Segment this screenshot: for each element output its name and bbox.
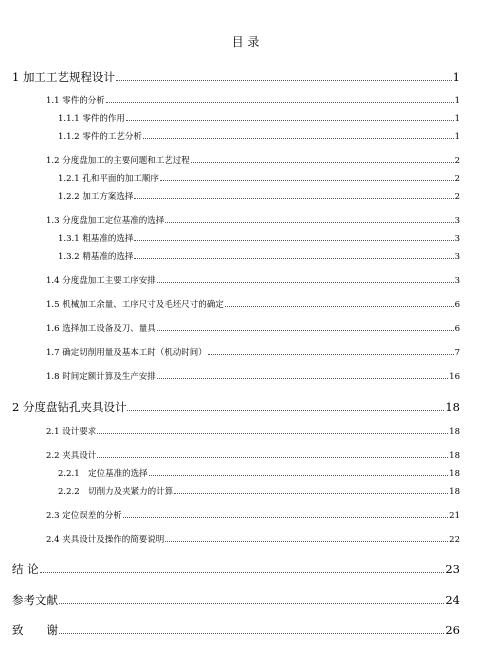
toc-title: 目 录 <box>231 35 260 49</box>
toc-entry[interactable] <box>46 373 460 382</box>
toc-entry-label: 2.2.2 切削力及夹紧力的计算 <box>58 487 174 497</box>
toc-entry-label: 2.2.1 定位基准的选择 <box>58 469 148 479</box>
toc-entry-page: 2 <box>454 156 460 166</box>
toc-entry-label: 1.2.1 孔和平面的加工顺序 <box>58 174 159 184</box>
leader-dots <box>59 632 444 634</box>
toc-entry[interactable] <box>46 301 460 310</box>
toc-entry-page: 18 <box>449 427 460 437</box>
toc-entry-label: 1.3.2 精基准的选择 <box>58 252 134 262</box>
toc-entry-label: 结 论 <box>12 562 39 576</box>
toc-entry[interactable] <box>46 452 460 461</box>
leader-dots <box>134 197 453 199</box>
toc-entry-page: 6 <box>454 324 460 334</box>
toc-entry-label: 1.5 机械加工余量、工序尺寸及毛坯尺寸的确定 <box>46 300 224 310</box>
toc-entry-label: 1.6 选择加工设备及刀、量具 <box>46 324 156 334</box>
leader-dots <box>134 239 453 241</box>
toc-entry-label: 1.8 时间定额计算及生产安排 <box>46 372 156 382</box>
leader-dots <box>191 161 454 163</box>
toc-entry-label: 2 分度盘钻孔夹具设计 <box>12 400 127 414</box>
leader-dots <box>225 305 454 307</box>
toc-entry[interactable] <box>46 536 460 545</box>
toc-entry-page: 18 <box>449 469 460 479</box>
leader-dots <box>149 474 449 476</box>
leader-dots <box>134 257 453 259</box>
toc-entry-page: 3 <box>454 234 460 244</box>
toc-entry-page: 18 <box>449 451 460 461</box>
toc-entry-page: 7 <box>454 348 460 358</box>
toc-entry-label: 1.7 确定切削用量及基本工时（机动时间） <box>46 348 207 358</box>
toc-entry-label: 2.2 夹具设计 <box>46 451 97 461</box>
toc-entry-page: 1 <box>454 96 460 106</box>
leader-dots <box>127 409 444 411</box>
toc-entry-label: 1.3 分度盘加工定位基准的选择 <box>46 216 165 226</box>
toc-entry[interactable] <box>12 402 460 414</box>
toc-entry-label: 1.1.1 零件的作用 <box>58 114 125 124</box>
toc-entry-label: 2.3 定位误差的分析 <box>46 511 122 521</box>
toc-entry[interactable] <box>46 277 460 286</box>
toc-entry-label: 1.4 分度盘加工主要工序安排 <box>46 276 156 286</box>
toc-entry[interactable] <box>58 488 460 497</box>
toc-entry[interactable] <box>12 595 460 607</box>
toc-entry-page: 1 <box>454 114 460 124</box>
toc-entry-label: 2.4 夹具设计及操作的简要说明 <box>46 535 165 545</box>
toc-entry-label: 1.1.2 零件的工艺分析 <box>58 132 142 142</box>
toc-entry-label: 1.1 零件的分析 <box>46 96 105 106</box>
toc-entry[interactable] <box>46 428 460 437</box>
toc-entry[interactable] <box>58 253 460 262</box>
toc-entry-page: 18 <box>445 400 460 414</box>
toc-entry-label: 2.1 设计要求 <box>46 427 97 437</box>
toc-entry-label: 1 加工工艺规程设计 <box>12 70 115 84</box>
toc-entry[interactable] <box>58 133 460 142</box>
toc-entry-page: 2 <box>454 174 460 184</box>
leader-dots <box>123 516 448 518</box>
toc-entry-page: 18 <box>449 487 460 497</box>
toc-entry[interactable] <box>46 97 460 106</box>
leader-dots <box>208 353 454 355</box>
toc-entry-page: 3 <box>454 216 460 226</box>
toc-entry[interactable] <box>58 175 460 184</box>
toc-entry[interactable] <box>58 470 460 479</box>
toc-entry[interactable] <box>58 193 460 202</box>
leader-dots <box>97 456 448 458</box>
toc-entry[interactable] <box>46 512 460 521</box>
toc-entry-page: 6 <box>454 300 460 310</box>
toc-entry-page: 3 <box>454 252 460 262</box>
leader-dots <box>174 492 448 494</box>
leader-dots <box>106 101 454 103</box>
leader-dots <box>126 119 454 121</box>
leader-dots <box>59 602 444 604</box>
toc-entry-page: 26 <box>445 623 460 637</box>
leader-dots <box>116 79 452 81</box>
toc-entry-page: 16 <box>449 372 460 382</box>
toc-entry-page: 3 <box>454 276 460 286</box>
toc-entry-page: 2 <box>454 192 460 202</box>
toc-entry-page: 1 <box>452 70 460 84</box>
toc-entry[interactable] <box>58 235 460 244</box>
leader-dots <box>157 377 448 379</box>
leader-dots <box>143 137 454 139</box>
toc-entry[interactable] <box>12 564 460 576</box>
toc-entry[interactable] <box>46 325 460 334</box>
leader-dots <box>40 571 445 573</box>
leader-dots <box>157 281 454 283</box>
leader-dots <box>165 540 448 542</box>
toc-entry[interactable] <box>12 625 460 637</box>
leader-dots <box>160 179 454 181</box>
toc-entry[interactable] <box>58 115 460 124</box>
toc-entry[interactable] <box>46 349 460 358</box>
toc-entry-label: 1.3.1 粗基准的选择 <box>58 234 134 244</box>
toc-entry[interactable] <box>46 217 460 226</box>
toc-entry-label: 1.2.2 加工方案选择 <box>58 192 134 202</box>
toc-entry-page: 22 <box>449 535 460 545</box>
leader-dots <box>157 329 454 331</box>
toc-entry-label: 致 谢 <box>12 623 58 637</box>
toc-entry-page: 23 <box>445 562 460 576</box>
toc-entry-label: 参考文献 <box>12 593 58 607</box>
toc-entry-page: 1 <box>454 132 460 142</box>
toc-entry-page: 21 <box>449 511 460 521</box>
toc-entry-label: 1.2 分度盘加工的主要问题和工艺过程 <box>46 156 190 166</box>
toc-entry-page: 24 <box>445 593 460 607</box>
toc-entry[interactable] <box>46 157 460 166</box>
toc-entry[interactable] <box>12 72 460 84</box>
leader-dots <box>165 221 453 223</box>
leader-dots <box>97 432 448 434</box>
